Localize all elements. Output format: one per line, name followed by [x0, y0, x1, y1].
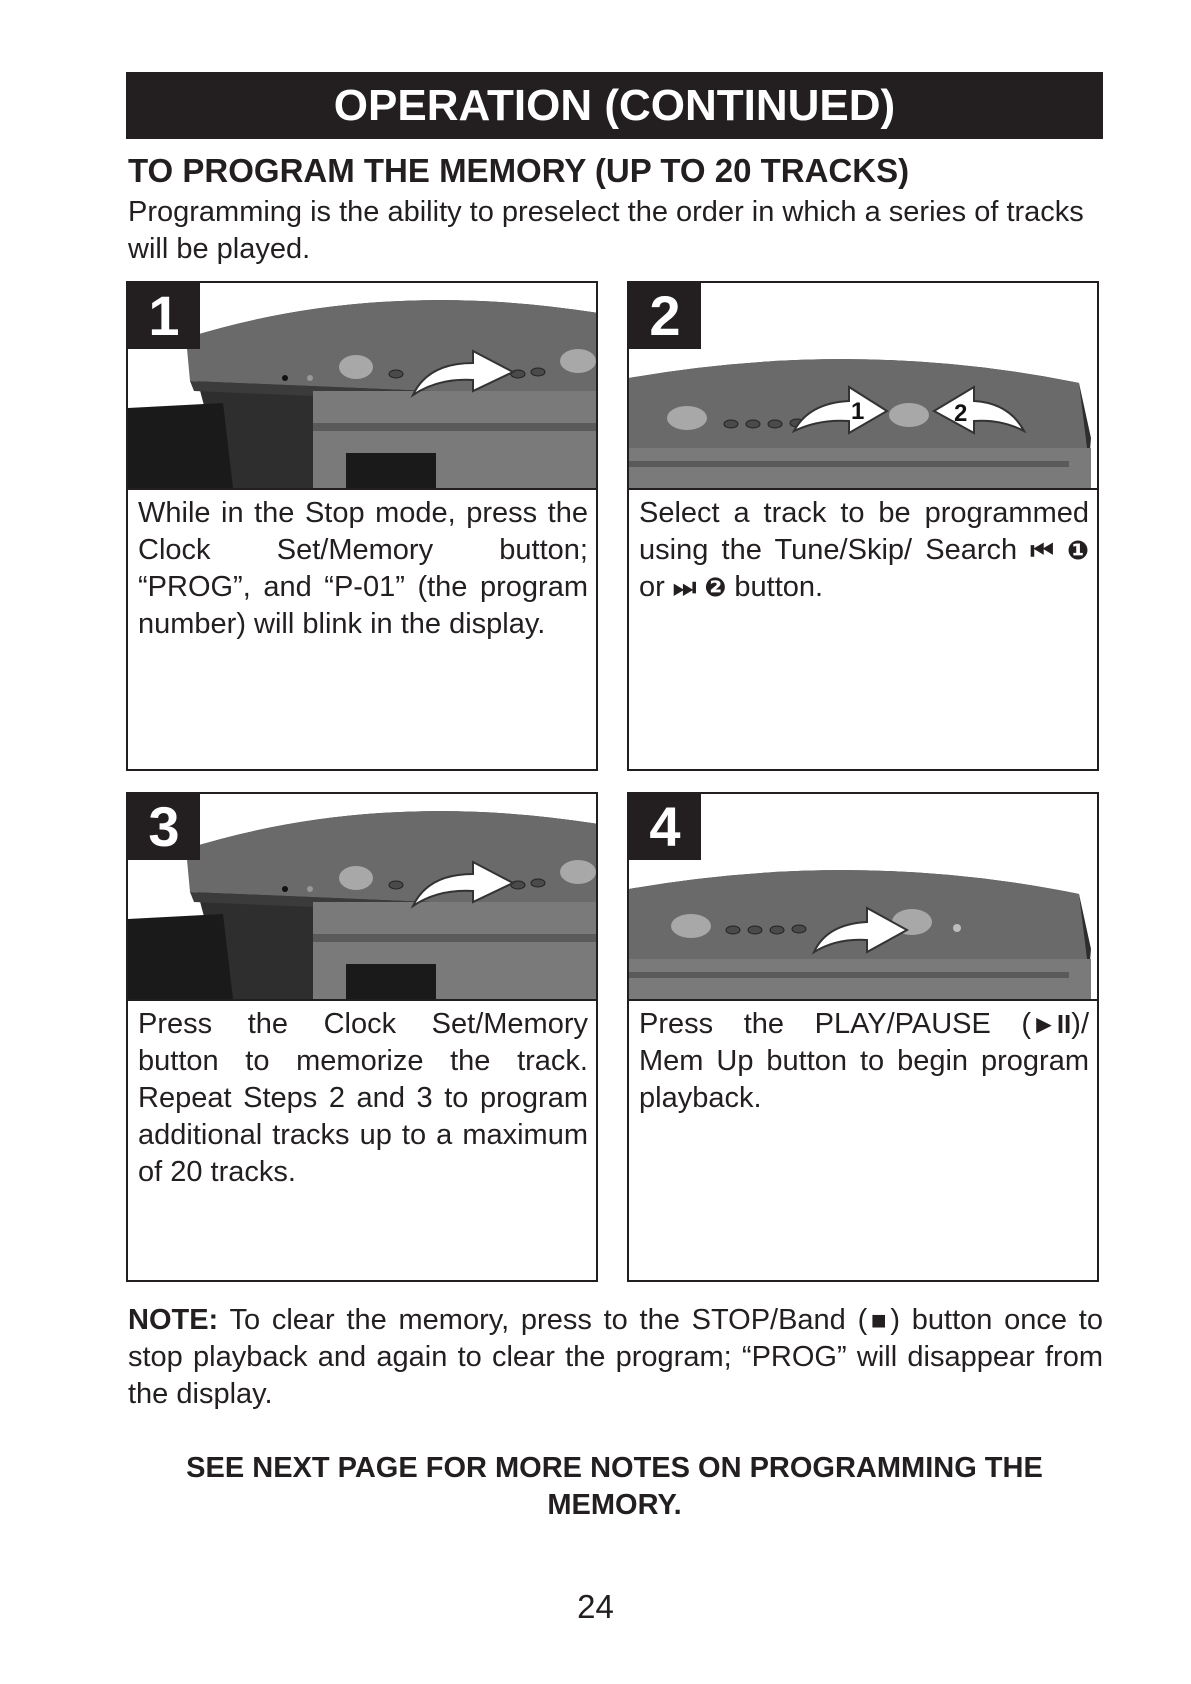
note-paragraph — [128, 1302, 1103, 1413]
step-4-panel — [627, 792, 1099, 1282]
note-text-b: ) button once to stop playback and again to clear the program; “PROG” will disappear from the display. — [128, 1304, 1103, 1410]
step-1-illustration — [128, 283, 596, 490]
step-1-text: While in the Stop mode, press the Clock Set/Memory button; “PROG”, and “P-01” (the program number) will blink in the display. — [138, 497, 588, 640]
step-4-text — [639, 1006, 1089, 1117]
step-3-text: Press the Clock Set/Memory button to memorize the track. Repeat Steps 2 and 3 to program additional tracks up to a maximum of 20 tracks. — [138, 1008, 588, 1188]
page-number: 24 — [577, 1588, 614, 1625]
section-heading: TO PROGRAM THE MEMORY (UP TO 20 TRACKS) — [128, 152, 910, 189]
step-number-badge: 4 — [629, 794, 701, 860]
step-2-text-a: Select a track to be programmed using the Tune/Skip/ Search — [639, 497, 1089, 566]
step-3-panel — [126, 792, 598, 1282]
intro-paragraph: Programming is the ability to preselect the order in which a series of tracks will be played. — [128, 196, 1084, 265]
skip-back-icon: ⏮ — [1030, 535, 1054, 565]
arrow-label-2: 2 — [954, 400, 968, 427]
stop-icon: ■ — [867, 1305, 891, 1335]
marker-1-icon: ❶ — [1066, 535, 1089, 565]
step-number-badge: 1 — [128, 283, 200, 349]
step-2-text — [639, 495, 1089, 606]
step-4-illustration — [629, 794, 1097, 1001]
section-banner: OPERATION (CONTINUED) — [126, 72, 1103, 139]
step-2-panel — [627, 281, 1099, 771]
step-3-illustration — [128, 794, 596, 1001]
step-2-text-c: button. — [734, 571, 824, 603]
step-2-text-b: or — [639, 571, 665, 603]
step-number-badge: 2 — [629, 283, 701, 349]
step-4-text-a: Press the PLAY/PAUSE ( — [639, 1008, 1032, 1040]
marker-2-icon: ❷ — [704, 572, 727, 602]
play-pause-icon: ►II — [1031, 1009, 1072, 1039]
step-4-text-b: )/ Mem Up button to begin program playback. — [639, 1008, 1089, 1114]
skip-forward-icon: ⏭ — [672, 572, 697, 602]
step-number-badge: 3 — [128, 794, 200, 860]
step-1-panel — [126, 281, 598, 771]
arrow-label-1: 1 — [851, 398, 865, 425]
see-next-page-notice: SEE NEXT PAGE FOR MORE NOTES ON PROGRAMMING THE MEMORY. — [186, 1452, 1043, 1521]
note-text-a: To clear the memory, press to the STOP/Band ( — [229, 1304, 868, 1336]
note-label: NOTE: — [128, 1304, 219, 1336]
step-2-illustration — [629, 283, 1097, 490]
